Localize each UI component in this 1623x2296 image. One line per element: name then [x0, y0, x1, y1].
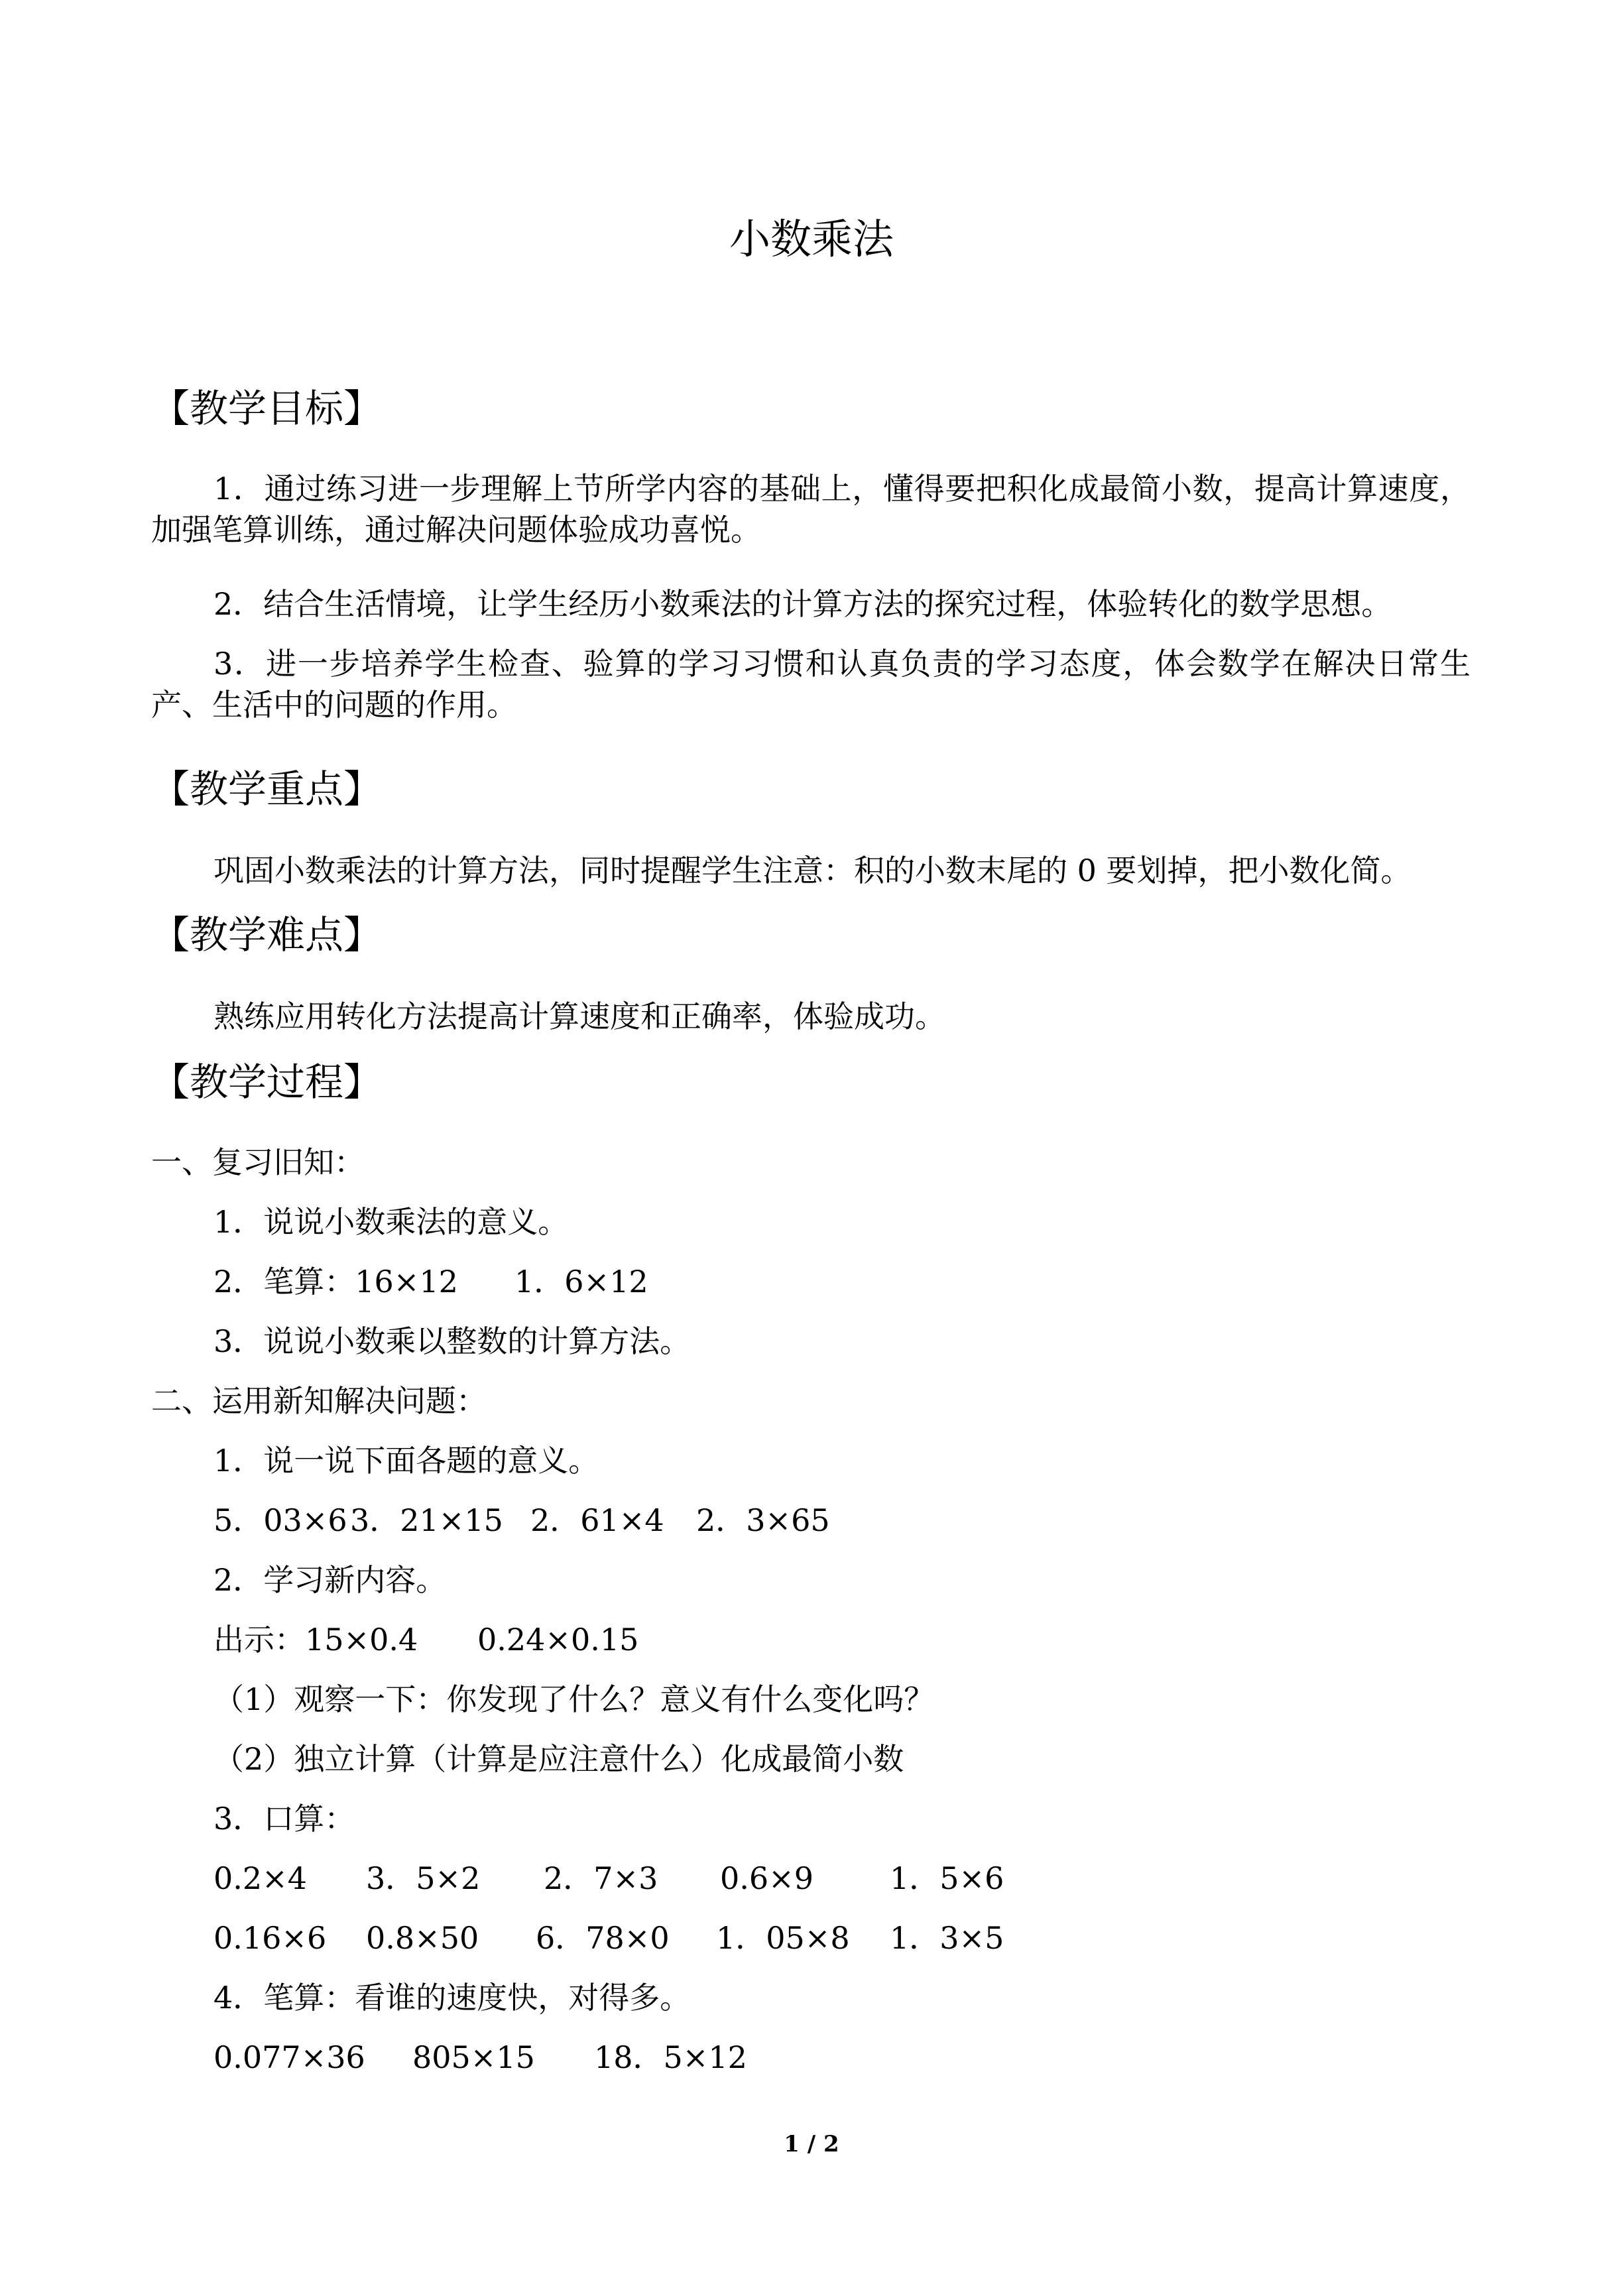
difficulties-text: 熟练应用转化方法提高计算速度和正确率，体验成功。 — [213, 998, 945, 1034]
oral-row-1 — [0, 1858, 1623, 1899]
heading-key-points: 【教学重点】 — [151, 766, 383, 812]
heading-difficulties: 【教学难点】 — [151, 912, 383, 957]
oral-expr: 2．7×3 — [544, 1860, 658, 1896]
oral-expr: 1．5×6 — [890, 1860, 1004, 1896]
part1-item3: 3．说说小数乘以整数的计算方法。 — [213, 1323, 691, 1359]
expr: 5．03×6 — [213, 1502, 347, 1538]
expr: 3．21×15 — [350, 1502, 503, 1538]
part1-item2-extra: 1．6×12 — [514, 1264, 648, 1299]
part2-item4: 4．笔算：看谁的速度快，对得多。 — [213, 1980, 691, 2016]
oral-expr: 0.8×50 — [366, 1920, 479, 1956]
written-expr: 805×15 — [412, 2039, 535, 2075]
part1-item2-label: 2．笔算：16×12 — [213, 1264, 458, 1299]
question-1: （1）观察一下：你发现了什么？意义有什么变化吗？ — [213, 1681, 935, 1717]
objective-1: 1．通过练习进一步理解上节所学内容的基础上，懂得要把积化成最简小数，提高计算速度，加强笔算训练，通过解决问题体验成功喜悦。 — [151, 471, 1471, 548]
oral-expr: 1．3×5 — [890, 1920, 1004, 1956]
show-extra: 0.24×0.15 — [477, 1622, 639, 1658]
key-points-text: 巩固小数乘法的计算方法，同时提醒学生注意：积的小数末尾的 0 要划掉，把小数化简。 — [213, 853, 1412, 888]
part2-item1-exprs — [0, 1500, 1623, 1541]
expr: 2．3×65 — [696, 1502, 830, 1538]
heading-objectives: 【教学目标】 — [151, 386, 383, 431]
document-title: 小数乘法 — [729, 215, 894, 263]
part2-item3: 3．口算： — [213, 1801, 355, 1837]
written-expr: 0.077×36 — [213, 2039, 365, 2075]
page-number: 1 / 2 — [784, 2131, 839, 2157]
expr: 2．61×4 — [530, 1502, 664, 1538]
heading-process: 【教学过程】 — [151, 1059, 383, 1105]
oral-expr: 0.2×4 — [213, 1860, 307, 1896]
oral-expr: 6．78×0 — [536, 1920, 670, 1956]
show-label: 出示：15×0.4 — [213, 1622, 418, 1658]
oral-expr: 1．05×8 — [716, 1920, 850, 1956]
written-expr: 18．5×12 — [594, 2039, 747, 2075]
oral-expr: 0.16×6 — [213, 1920, 327, 1956]
part2-item2: 2．学习新内容。 — [213, 1562, 447, 1598]
part1-item2 — [213, 1261, 458, 1302]
oral-expr: 0.6×9 — [720, 1860, 813, 1896]
part1-item1: 1．说说小数乘法的意义。 — [213, 1204, 569, 1240]
objective-2: 2．结合生活情境，让学生经历小数乘法的计算方法的探究过程，体验转化的数学思想。 — [213, 586, 1392, 622]
oral-expr: 3．5×2 — [366, 1860, 481, 1896]
part2-item1: 1．说一说下面各题的意义。 — [213, 1443, 599, 1479]
part2-title: 二、运用新知解决问题： — [151, 1383, 487, 1419]
written-row — [0, 2037, 1623, 2078]
question-2: （2）独立计算（计算是应注意什么）化成最简小数 — [213, 1741, 904, 1777]
part1-title: 一、复习旧知： — [151, 1144, 365, 1180]
objective-3: 3．进一步培养学生检查、验算的学习习惯和认真负责的学习态度，体会数学在解决日常生产、生活中的问题的作用。 — [151, 646, 1471, 723]
oral-row-2 — [0, 1917, 1623, 1959]
